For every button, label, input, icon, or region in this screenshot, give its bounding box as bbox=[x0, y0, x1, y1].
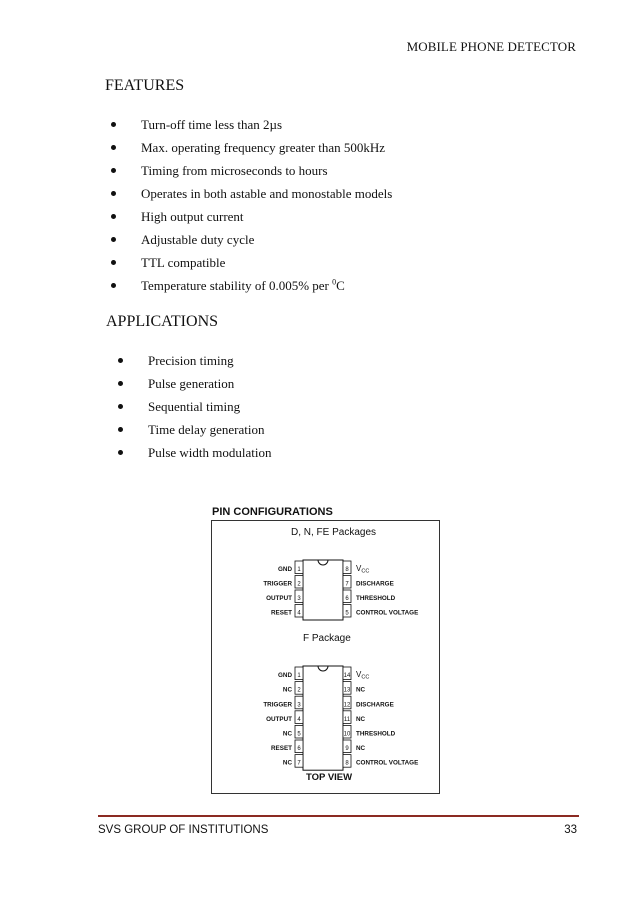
pin-label: OUTPUT bbox=[266, 595, 292, 602]
pin-label: GND bbox=[278, 566, 292, 573]
pin-number: 11 bbox=[343, 716, 351, 723]
pin-number: 10 bbox=[343, 731, 351, 738]
bullet-icon bbox=[111, 283, 116, 288]
bullet-icon bbox=[111, 214, 116, 219]
pin-label: TRIGGER bbox=[263, 580, 292, 588]
pin-label: DISCHARGE bbox=[356, 701, 394, 709]
pin-number: 4 bbox=[297, 716, 301, 723]
pin-number: 8 bbox=[345, 760, 349, 767]
bullet-icon bbox=[111, 260, 116, 265]
pin-number: 7 bbox=[345, 581, 349, 588]
bullet-icon bbox=[111, 145, 116, 150]
ic-body-2 bbox=[303, 666, 343, 770]
ic-pinout-diagram bbox=[211, 520, 440, 794]
pin-label: NC bbox=[356, 745, 366, 753]
bullet-icon bbox=[118, 381, 123, 386]
bullet-icon bbox=[118, 358, 123, 363]
pin-label: DISCHARGE bbox=[356, 580, 394, 588]
pin-number: 1 bbox=[297, 673, 301, 680]
pin-number: 3 bbox=[297, 596, 301, 602]
package1-title: D, N, FE Packages bbox=[291, 527, 377, 538]
footer-rule bbox=[98, 815, 579, 817]
bullet-icon bbox=[118, 450, 123, 455]
pin-label: CONTROL VOLTAGE bbox=[356, 759, 419, 767]
bullet-icon bbox=[118, 427, 123, 432]
package2-title: F Package bbox=[303, 633, 351, 644]
pin-label: OUTPUT bbox=[266, 715, 292, 723]
bullet-icon bbox=[111, 191, 116, 196]
pin-label: VCC bbox=[356, 670, 370, 681]
features-heading: FEATURES bbox=[105, 77, 185, 94]
pin-label: NC bbox=[282, 759, 292, 767]
footer-institution: SVS GROUP OF INSTITUTIONS bbox=[98, 824, 269, 836]
bullet-icon bbox=[118, 404, 123, 409]
pin-label: NC bbox=[356, 686, 366, 694]
ic-body-1 bbox=[303, 560, 343, 620]
pin-label: NC bbox=[282, 686, 292, 694]
pin-number: 9 bbox=[345, 746, 349, 753]
pin-number: 14 bbox=[343, 673, 351, 680]
pin-number: 1 bbox=[297, 567, 301, 573]
pin-label: THRESHOLD bbox=[356, 730, 396, 738]
pin-label: VCC bbox=[356, 564, 370, 575]
pin-label: CONTROL VOLTAGE bbox=[356, 609, 419, 617]
pin-number: 2 bbox=[297, 687, 301, 694]
pin-number: 7 bbox=[297, 760, 301, 767]
pin-label: GND bbox=[278, 672, 292, 680]
pin-number: 12 bbox=[343, 702, 351, 709]
pin-number: 5 bbox=[297, 731, 301, 738]
pin-number: 13 bbox=[343, 687, 351, 694]
page-number: 33 bbox=[564, 824, 577, 836]
pin-number: 3 bbox=[297, 702, 301, 709]
applications-heading: APPLICATIONS bbox=[106, 313, 219, 330]
pin-label: RESET bbox=[271, 745, 292, 753]
bullet-icon bbox=[111, 168, 116, 173]
pin-label: NC bbox=[282, 730, 292, 738]
pin-label: RESET bbox=[271, 609, 292, 617]
pin-number: 8 bbox=[345, 567, 349, 573]
pin-number: 4 bbox=[297, 610, 301, 617]
pin-label: NC bbox=[356, 715, 366, 723]
figure-title: PIN CONFIGURATIONS bbox=[212, 506, 333, 518]
pin-label: THRESHOLD bbox=[356, 595, 396, 602]
pin-number: 6 bbox=[297, 746, 301, 753]
pin-number: 5 bbox=[345, 610, 349, 617]
bullet-icon bbox=[111, 237, 116, 242]
pin-label: TRIGGER bbox=[263, 701, 292, 709]
top-view-caption: TOP VIEW bbox=[306, 772, 353, 783]
pin-configuration-figure bbox=[211, 506, 441, 796]
bullet-icon bbox=[111, 122, 116, 127]
running-header: MOBILE PHONE DETECTOR bbox=[406, 39, 576, 54]
pin-number: 6 bbox=[345, 596, 349, 602]
pin-number: 2 bbox=[297, 581, 301, 588]
